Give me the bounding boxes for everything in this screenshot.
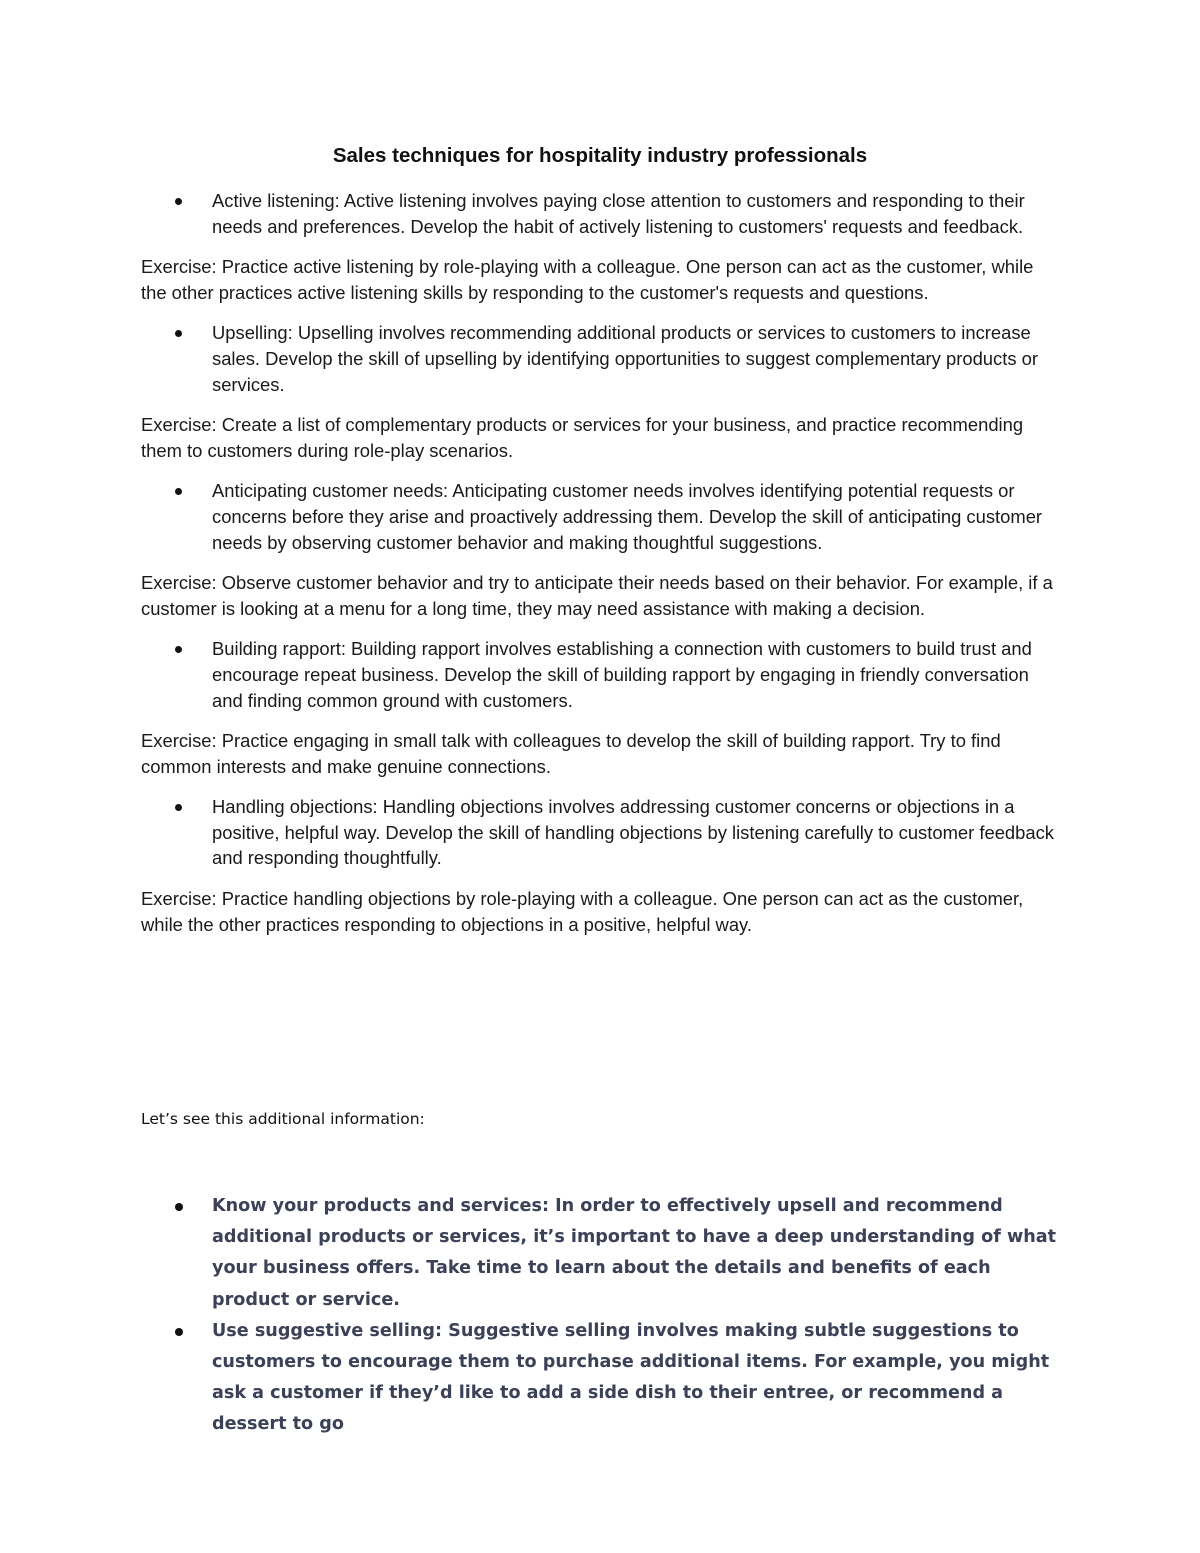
bullet-handling-objections — [141, 794, 1061, 871]
additional-item-suggestive-selling — [141, 1316, 1071, 1441]
bullet-dot-icon — [175, 1328, 183, 1336]
sales-techniques-list — [141, 188, 1061, 952]
additional-item-know-products — [141, 1191, 1071, 1316]
document-title: Sales techniques for hospitality industry professionals — [332, 144, 868, 167]
exercise-active-listening: Exercise: Practice active listening by role-playing with a colleague. One person can act as the customer, while the other practices active listening skills by responding to the customer's requests and questions. — [141, 256, 1034, 303]
additional-item-text: Know your products and services: In order to effectively upsell and recommend additional products or services, it’s important to have a deep understanding of what your business offers. Take time to learn about the details and benefits of each product or service. — [212, 1196, 1057, 1310]
bullet-anticipating-needs — [141, 478, 1061, 555]
bullet-text: Active listening: Active listening involves paying close attention to customers and responding to their needs and preferences. Develop the habit of actively listening to customers' requests and feedback. — [212, 190, 1025, 237]
bullet-dot-icon — [175, 1203, 183, 1211]
bullet-upselling — [141, 320, 1061, 397]
bullet-building-rapport — [141, 636, 1061, 713]
bullet-text: Building rapport: Building rapport involves establishing a connection with customers to build trust and encourage repeat business. Develop the skill of building rapport by engaging in friendly conversation and finding common ground with customers. — [212, 638, 1032, 711]
exercise-upselling: Exercise: Create a list of complementary products or services for your business, and practice recommending them to customers during role-play scenarios. — [141, 414, 1024, 461]
bullet-text: Upselling: Upselling involves recommending additional products or services to customers to increase sales. Develop the skill of upselling by identifying opportunities to suggest complementary products or services. — [212, 322, 1038, 395]
bullet-dot-icon — [175, 646, 182, 653]
bullet-dot-icon — [175, 198, 182, 205]
bullet-text: Handling objections: Handling objections involves addressing customer concerns or objections in a positive, helpful way. Develop the skill of handling objections by listening carefully to customer feedback and responding thoughtfully. — [212, 796, 1054, 869]
exercise-building-rapport: Exercise: Practice engaging in small talk with colleagues to develop the skill of building rapport. Try to find common interests and make genuine connections. — [141, 730, 1001, 777]
bullet-text: Anticipating customer needs: Anticipating customer needs involves identifying potential requests or concerns before they arise and proactively addressing them. Develop the skill of anticipating customer needs by observing customer behavior and making thoughtful suggestions. — [212, 480, 1043, 553]
additional-info-list — [141, 1191, 1071, 1441]
bullet-active-listening — [141, 188, 1061, 239]
exercise-anticipating-needs: Exercise: Observe customer behavior and try to anticipate their needs based on their behavior. For example, if a customer is looking at a menu for a long time, they may need assistance with making a decision. — [141, 572, 1053, 619]
additional-item-text: Use suggestive selling: Suggestive selling involves making subtle suggestions to customers to encourage them to purchase additional items. For example, you might ask a customer if they’d like to add a side dish to their entree, or recommend a dessert to go — [212, 1320, 1050, 1435]
bullet-dot-icon — [175, 804, 182, 811]
bullet-dot-icon — [175, 488, 182, 495]
additional-info-heading: Let’s see this additional information: — [141, 1110, 425, 1128]
bullet-dot-icon — [175, 330, 182, 337]
exercise-handling-objections: Exercise: Practice handling objections by role-playing with a colleague. One person can act as the customer, while the other practices responding to objections in a positive, helpful way. — [141, 888, 1024, 935]
